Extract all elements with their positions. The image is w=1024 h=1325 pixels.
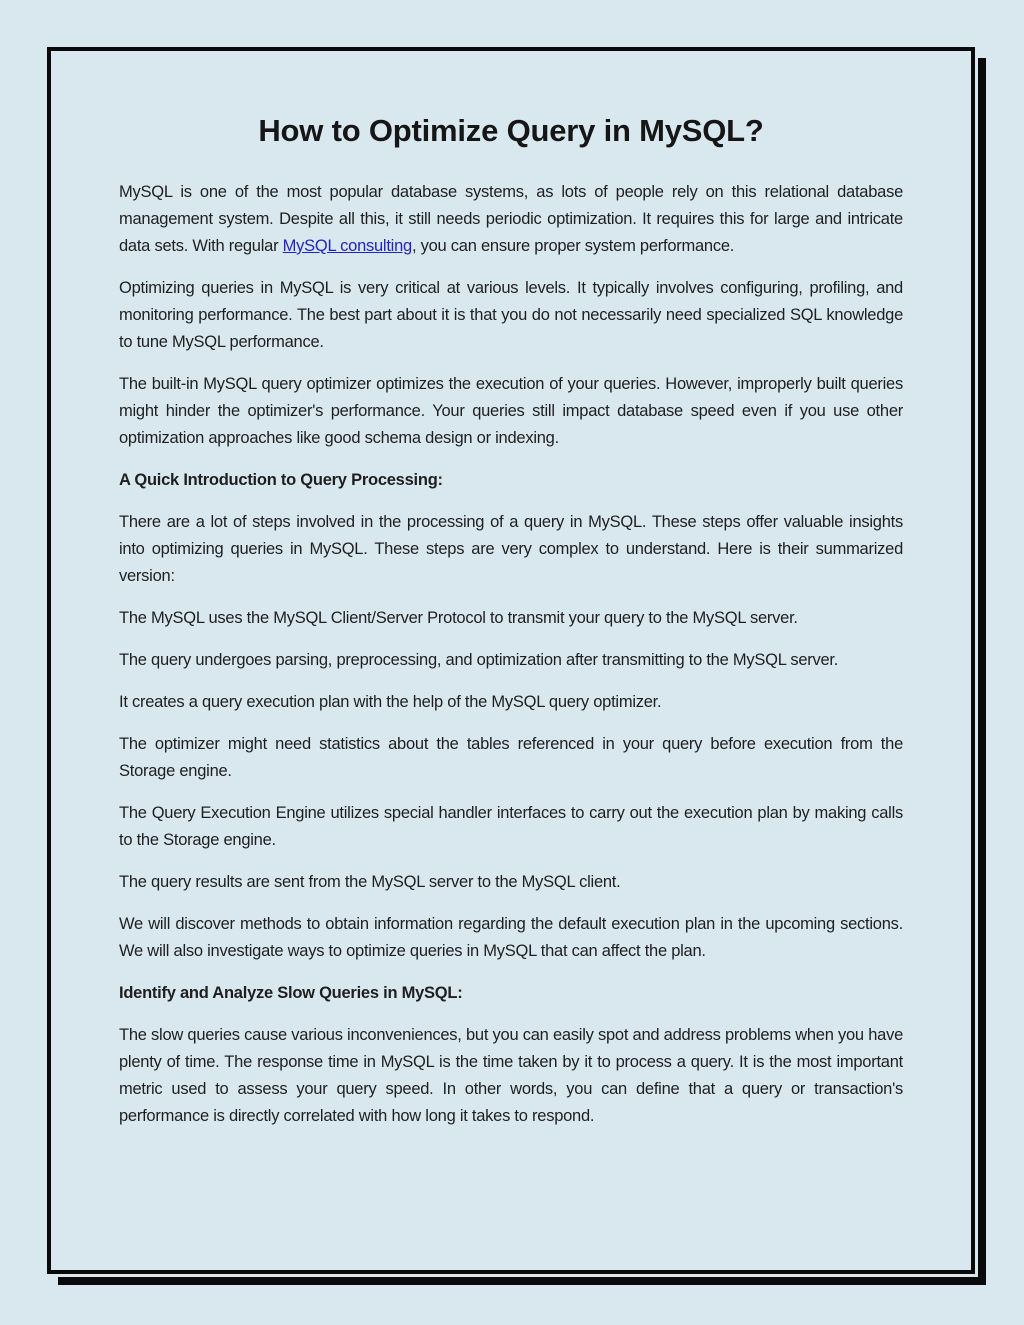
paragraph: The query undergoes parsing, preprocessing, and optimization after transmitting to the MySQL server. (119, 651, 839, 669)
paragraph: The query results are sent from the MySQL server to the MySQL client. (119, 873, 621, 891)
document-title: How to Optimize Query in MySQL? (258, 113, 764, 148)
paragraph: Optimizing queries in MySQL is very critical at various levels. It typically involves configuring, profiling, and monitoring performance. The best part about it is that you do not necessarily need specialized SQL knowledge to tune MySQL performance. (119, 279, 903, 351)
paragraph: The optimizer might need statistics about the tables referenced in your query before execution from the Storage engine. (119, 735, 903, 780)
paragraph: It creates a query execution plan with the help of the MySQL query optimizer. (119, 693, 662, 711)
document-frame (47, 47, 975, 1274)
mysql-consulting-link[interactable]: MySQL consulting (282, 237, 412, 255)
section-heading: A Quick Introduction to Query Processing: (119, 471, 443, 489)
document-body (119, 179, 903, 1130)
paragraph: We will discover methods to obtain information regarding the default execution plan in the upcoming sections. We will also investigate ways to optimize queries in MySQL that can affect the plan. (119, 915, 903, 960)
paragraph: The Query Execution Engine utilizes special handler interfaces to carry out the execution plan by making calls to the Storage engine. (119, 804, 903, 849)
paragraph: The MySQL uses the MySQL Client/Server Protocol to transmit your query to the MySQL server. (119, 609, 798, 627)
paragraph: MySQL is one of the most popular database systems, as lots of people rely on this relational database management system. Despite all this, it still needs periodic optimization. It requires this for large and intricate data sets. With regular MySQL consulting, you can ensure proper system performance. (119, 183, 903, 255)
paragraph: The built-in MySQL query optimizer optimizes the execution of your queries. However, improperly built queries might hinder the optimizer's performance. Your queries still impact database speed even if you use other optimization approaches like good schema design or indexing. (119, 375, 903, 447)
section-heading: Identify and Analyze Slow Queries in MySQL: (119, 984, 463, 1002)
paragraph: The slow queries cause various inconveniences, but you can easily spot and address problems when you have plenty of time. The response time in MySQL is the time taken by it to process a query. It is the most important metric used to assess your query speed. In other words, you can define that a query or transaction's performance is directly correlated with how long it takes to respond. (119, 1026, 903, 1125)
paragraph: There are a lot of steps involved in the processing of a query in MySQL. These steps offer valuable insights into optimizing queries in MySQL. These steps are very complex to understand. Here is their summarized version: (119, 513, 903, 585)
